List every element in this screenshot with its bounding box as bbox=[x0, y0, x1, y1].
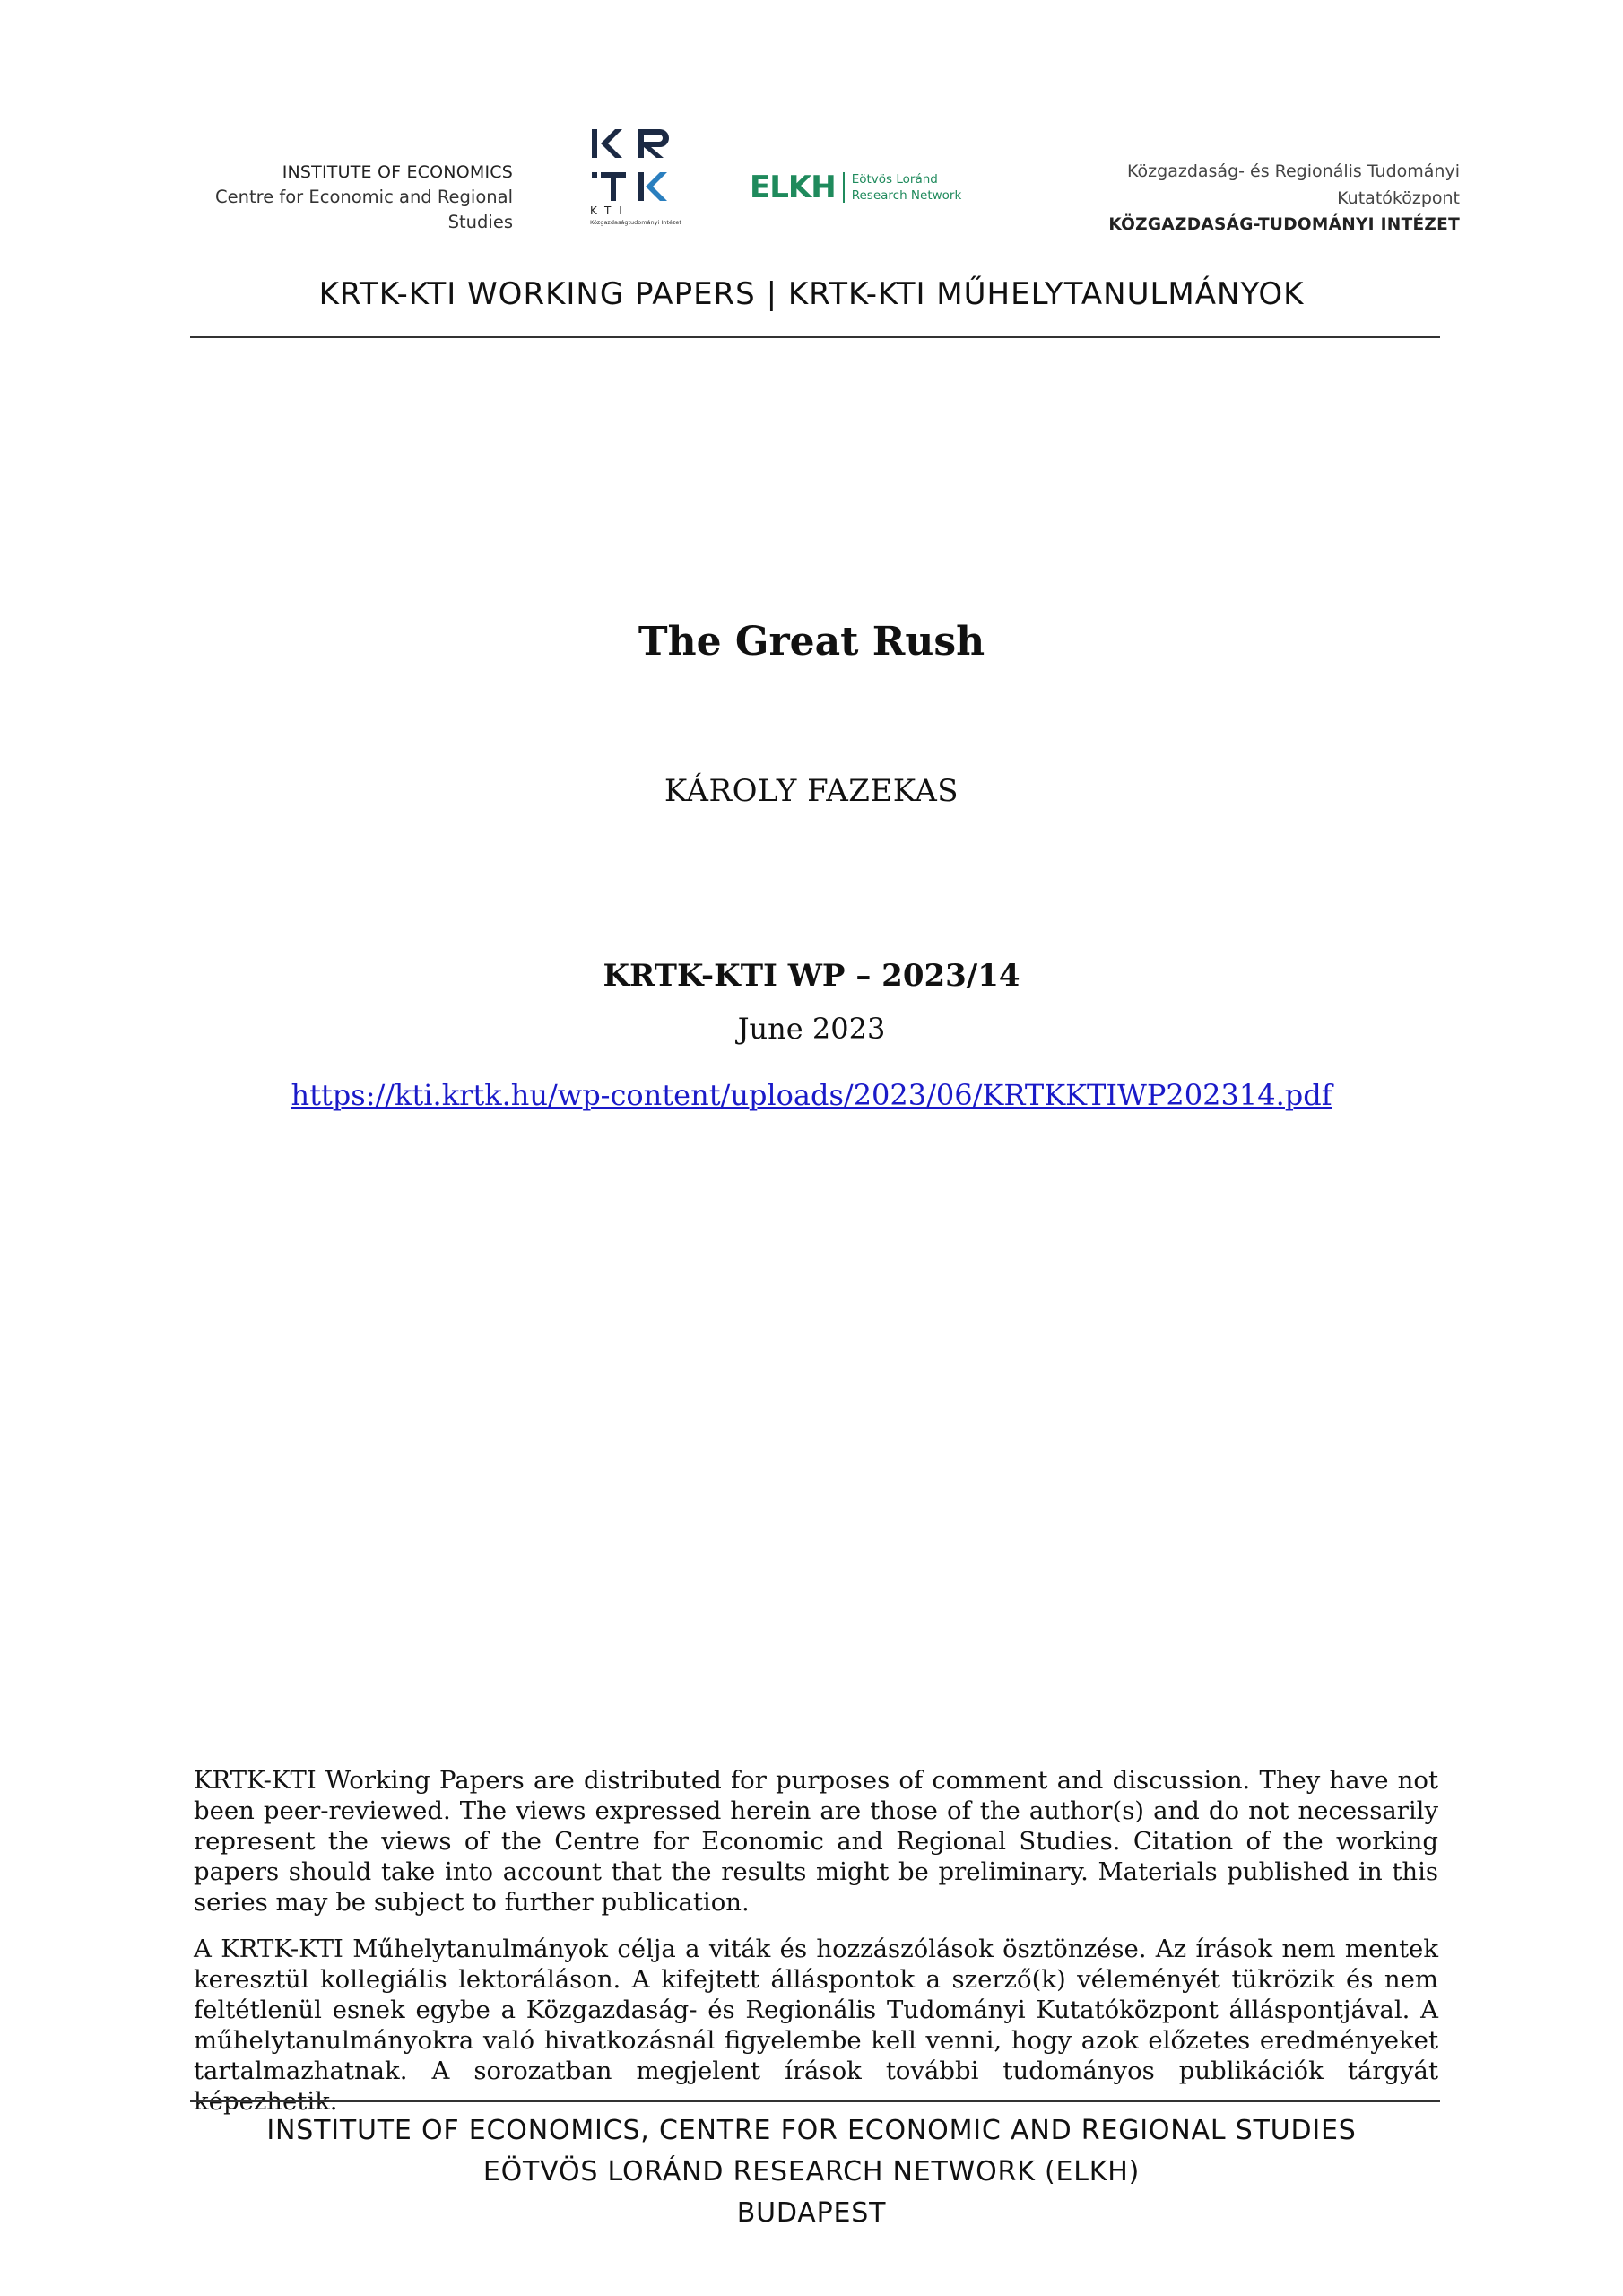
elkh-logo bbox=[750, 167, 961, 208]
disclaimer-hungarian: A KRTK-KTI Műhelytanulmányok célja a viták és hozzászólások ösztönzése. Az írások nem mentek keresztül kollegiális lektoráláson. A kifejtett álláspontok a szerző(k) véleményét tükrözik és nem feltétlenül esnek egybe a Közgazdaság- és Regionális Tudományi Kutatóközpont álláspontjával. A műhelytanulmányokra való hivatkozásnál figyelembe kell venni, hogy azok előzetes eredményeket tartalmazhatnak. A sorozatban megjelent írások további tudományos publikációk tárgyát képezhetik. bbox=[194, 1935, 1438, 2116]
krtk-logo-caption: Közgazdaságtudományi Intézet bbox=[590, 219, 681, 226]
centre-name-text bbox=[1004, 158, 1460, 239]
elkh-mark: ELKH bbox=[750, 170, 836, 205]
centre-name-line1: Közgazdaság- és Regionális Tudományi Kutatóközpont bbox=[1127, 161, 1460, 208]
paper-title: The Great Rush bbox=[638, 619, 985, 665]
paper-url-container bbox=[0, 1078, 1623, 1112]
footer-line1: INSTITUTE OF ECONOMICS, CENTRE FOR ECONOMIC AND REGIONAL STUDIES bbox=[266, 2115, 1357, 2146]
footer-divider bbox=[190, 2100, 1440, 2102]
footer-line2: EÖTVÖS LORÁND RESEARCH NETWORK (ELKH) bbox=[482, 2156, 1141, 2187]
elkh-text-line2: Research Network bbox=[851, 188, 962, 203]
working-paper-number: KRTK-KTI WP – 2023/14 bbox=[603, 958, 1020, 994]
disclaimer-english: KRTK-KTI Working Papers are distributed for purposes of comment and discussion. They have not been peer-reviewed. The views expressed herein are those of the author(s) and do not necessarily represent the views of the Centre for Economic and Regional Studies. Citation of the working papers should take into account that the results might be preliminary. Materials published in this series may be subject to further publication. bbox=[194, 1766, 1438, 1917]
krtk-monogram-icon bbox=[588, 126, 687, 204]
krtk-kti-logo bbox=[588, 126, 687, 247]
institute-logo-line1: INSTITUTE OF ECONOMICS bbox=[282, 162, 513, 182]
paper-url-link[interactable]: https://kti.krtk.hu/wp-content/uploads/2023/06/KRTKKTIWP202314.pdf bbox=[291, 1078, 1332, 1112]
footer-line3: BUDAPEST bbox=[736, 2197, 887, 2229]
publication-date: June 2023 bbox=[737, 1012, 886, 1046]
elkh-divider bbox=[843, 172, 845, 203]
krtk-logo-kti: KTI bbox=[590, 204, 630, 217]
paper-author: KÁROLY FAZEKAS bbox=[664, 773, 959, 809]
header-divider bbox=[190, 336, 1440, 338]
series-title: KRTK-KTI WORKING PAPERS | KRTK-KTI MŰHELYTANULMÁNYOK bbox=[318, 276, 1305, 312]
centre-name-line2: KÖZGAZDASÁG-TUDOMÁNYI INTÉZET bbox=[1108, 215, 1460, 234]
institute-of-economics-logo bbox=[176, 160, 513, 235]
elkh-text bbox=[852, 171, 962, 204]
institute-logo-line2: Centre for Economic and Regional Studies bbox=[214, 187, 513, 232]
elkh-text-line1: Eötvös Loránd bbox=[851, 172, 938, 187]
